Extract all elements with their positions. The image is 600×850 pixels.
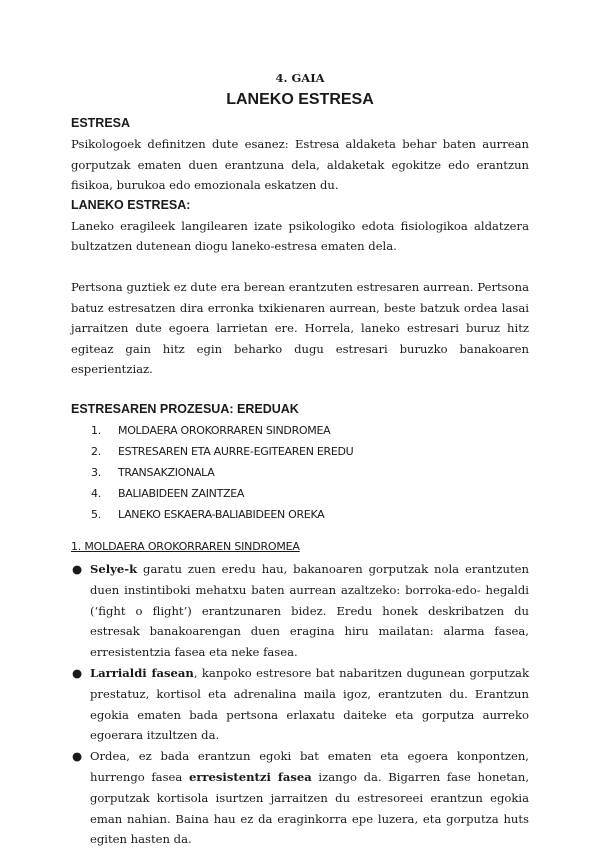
list-number: 5. xyxy=(91,507,101,521)
bold-term: Selye-k xyxy=(90,561,138,576)
section1-title: 1. MOLDAERA OROKORRAREN SINDROMEA xyxy=(71,539,300,553)
list-number: 2. xyxy=(91,444,101,458)
models-list-item xyxy=(71,462,529,483)
bullet-icon: ● xyxy=(72,561,83,576)
estresa-heading: ESTRESA xyxy=(71,116,131,130)
bold-term: Larrialdi fasean xyxy=(90,665,194,680)
models-list-item xyxy=(71,504,529,525)
bullet-item: ● Ordea, ez bada erantzun egoki bat ematen eta egoera konpontzen, hurrengo fasea erresistentzi fasea izango da. Bigarren fase honetan, gorputzak kortisola isurtzen jarraitzen du estresoreei erantzun egokia eman nahian. Baina hau ez da eraginkorra epe luzera, eta gorputza huts egiten hasten da. xyxy=(71,746,529,850)
list-number: 1. xyxy=(91,423,101,437)
bullet-icon: ● xyxy=(72,665,83,680)
bullet-item: ● Larrialdi fasean, kanpoko estresore bat nabaritzen dugunean gorputzak prestatuz, kortisol eta adrenalina maila igoz, erantzuten du. Erantzun egokia ematen bada pertsona erlaxatu daiteke eta gorputza aurreko egoerara itzultzen da. xyxy=(71,663,529,746)
models-list-item xyxy=(71,420,529,441)
bullet-item: ● Selye-k garatu zuen eredu hau, bakanoaren gorputzak nola erantzuten duen instintiboki mehatxu baten aurrean azaltzeko: borroka-edo- hegaldi (‘fight o flight’) erantzunaren bidez. Eredu honek deskribatzen du estresak banakoarengan duen eragina hiru mailatan: alarma fasea, erresistentzia fasea eta neke fasea. xyxy=(71,559,529,663)
list-label: ESTRESAREN ETA AURRE-EGITEAREN EREDU xyxy=(118,444,354,458)
page-title: LANEKO ESTRESA xyxy=(226,91,374,108)
list-label: LANEKO ESKAERA-BALIABIDEEN OREKA xyxy=(118,507,325,521)
models-list-item xyxy=(71,441,529,462)
laneko-estresa-paragraph: Laneko eragileek langilearen izate psikologiko edota fisiologikoa aldatzera bultzatzen dutenean diogu laneko-estresa ematen dela. xyxy=(71,218,529,254)
list-label: MOLDAERA OROKORRAREN SINDROMEA xyxy=(118,423,331,437)
bullet-list xyxy=(71,559,529,850)
models-list-item xyxy=(71,483,529,504)
estresa-paragraph: Psikologoek definitzen dute esanez: Estresa aldaketa behar baten aurrean gorputzak ematen duen erantzuna dela, aldaketak egokitze edo erantzun fisikoa, burukoa edo emozionala eskatzen du. xyxy=(71,137,529,193)
spacer xyxy=(71,380,529,400)
spacer xyxy=(71,257,529,277)
models-list xyxy=(71,420,529,525)
bullet-icon: ● xyxy=(72,749,83,764)
persons-paragraph: Pertsona guztiek ez dute era berean erantzuten estresaren aurrean. Pertsona batuz estresatzen dira erronka txikienaren aurrean, beste batzuk ordea lasai jarraitzen dute egoera larrietan ere. Horrela, laneko estresari buruz hitz egiteaz gain hitz egin beharko dugu estresari buruzko banakoaren esperientziaz. xyxy=(71,279,529,377)
bold-term: erresistentzi fasea xyxy=(188,769,312,784)
list-label: TRANSAKZIONALA xyxy=(118,465,215,479)
list-label: BALIABIDEEN ZAINTZEA xyxy=(118,486,245,500)
process-heading: ESTRESAREN PROZESUA: EREDUAK xyxy=(71,401,299,416)
list-number: 4. xyxy=(91,486,101,500)
document-page xyxy=(71,68,529,850)
spacer xyxy=(71,525,529,537)
laneko-estresa-heading: LANEKO ESTRESA: xyxy=(71,197,191,212)
chapter-label: 4. GAIA xyxy=(275,71,325,85)
list-number: 3. xyxy=(91,465,101,479)
